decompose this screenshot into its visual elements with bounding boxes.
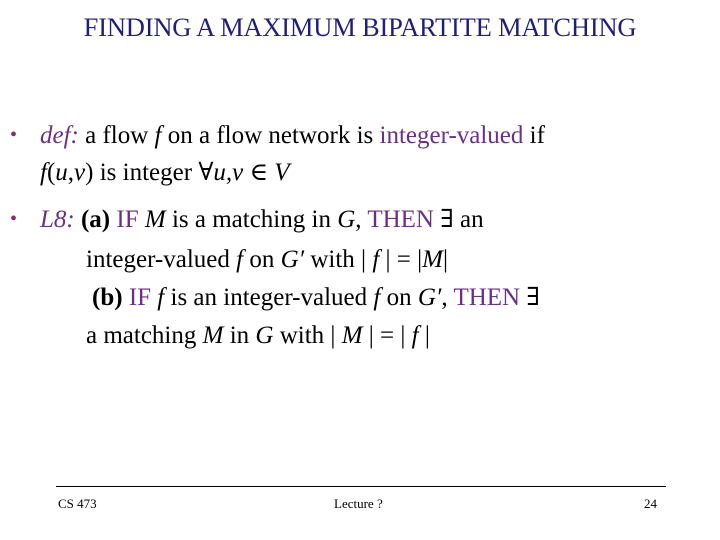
part-b-f: f (157, 284, 165, 311)
then-keyword-1: THEN (367, 206, 434, 233)
part-b-line2-a: a matching (86, 322, 197, 349)
lemma-G-1: G (337, 206, 356, 233)
lemma-line2-with: with | (310, 246, 373, 273)
part-b-line2-M2: M (341, 322, 363, 349)
def-line2-V: V (274, 159, 290, 186)
part-b-line2-with: with | (279, 322, 336, 349)
lemma-line2-f: f (236, 246, 244, 273)
footer-course: CS 473 (58, 496, 97, 511)
lemma-line2-G: G′ (280, 246, 305, 273)
part-b-label: (b) (92, 284, 123, 311)
lemma-M-1: M (144, 206, 166, 233)
def-label: def: (40, 122, 79, 149)
def-line2-text: is integer (99, 159, 193, 186)
an-text: an (460, 206, 484, 233)
if-keyword-1: IF (116, 206, 139, 233)
def-term: integer-valued (379, 122, 524, 149)
lemma-line-1 (40, 205, 484, 235)
footer-page-number: 24 (644, 496, 657, 511)
lemma-line-3 (92, 283, 540, 313)
exists-symbol-1: ∃ (440, 206, 454, 233)
lemma-line2-text: integer-valued (86, 246, 230, 273)
exists-symbol-2: ∃ (526, 284, 540, 311)
part-a-label: (a) (80, 206, 111, 233)
part-b-on: on (386, 284, 412, 311)
if-keyword-2: IF (128, 284, 152, 311)
part-b-text: is an integer-valued (170, 284, 368, 311)
def-f: f (154, 122, 162, 149)
bullet-marker-2: • (10, 208, 18, 230)
lemma-line2-M: M (422, 246, 443, 273)
slide-title: FINDING A MAXIMUM BIPARTITE MATCHING (83, 12, 637, 42)
lemma-text-1: is a matching in (171, 206, 331, 233)
definition-line-2 (40, 158, 290, 188)
lemma-line2-eq: | = | (379, 246, 423, 273)
bullet-marker-1: • (10, 124, 18, 146)
lemma-line2-end: | (442, 246, 448, 273)
l8-label: L8: (40, 206, 75, 233)
part-b-line2-M: M (202, 322, 224, 349)
part-b-line2-end: | (424, 322, 430, 349)
part-b-G: G′ (417, 284, 442, 311)
part-b-line2-eq: | = | (368, 322, 406, 349)
def-line2-uv: u,v (213, 159, 244, 186)
def-text-3: if (529, 122, 545, 149)
def-line2-args: (u,v) (46, 159, 94, 186)
footer-lecture: Lecture ? (334, 496, 383, 511)
def-text-1: a flow (85, 122, 149, 149)
lemma-line2-on: on (249, 246, 275, 273)
lemma-line-2 (86, 245, 448, 275)
part-b-line2-f: f (411, 322, 419, 349)
part-b-line2-G: G (255, 322, 274, 349)
lemma-line-4 (86, 321, 430, 351)
lemma-line2-f2: f (372, 246, 380, 273)
part-b-f2: f (373, 284, 381, 311)
element-of-symbol: ∈ (249, 159, 269, 186)
comma-2: , (441, 284, 448, 311)
def-line2-f: f (40, 159, 47, 186)
comma-1: , (355, 206, 362, 233)
forall-symbol: ∀ (198, 159, 214, 186)
def-text-2: on a flow network is (167, 122, 374, 149)
definition-line-1 (40, 121, 545, 151)
then-keyword-2: THEN (453, 284, 521, 311)
part-b-line2-in: in (229, 322, 250, 349)
footer-divider (56, 486, 666, 487)
